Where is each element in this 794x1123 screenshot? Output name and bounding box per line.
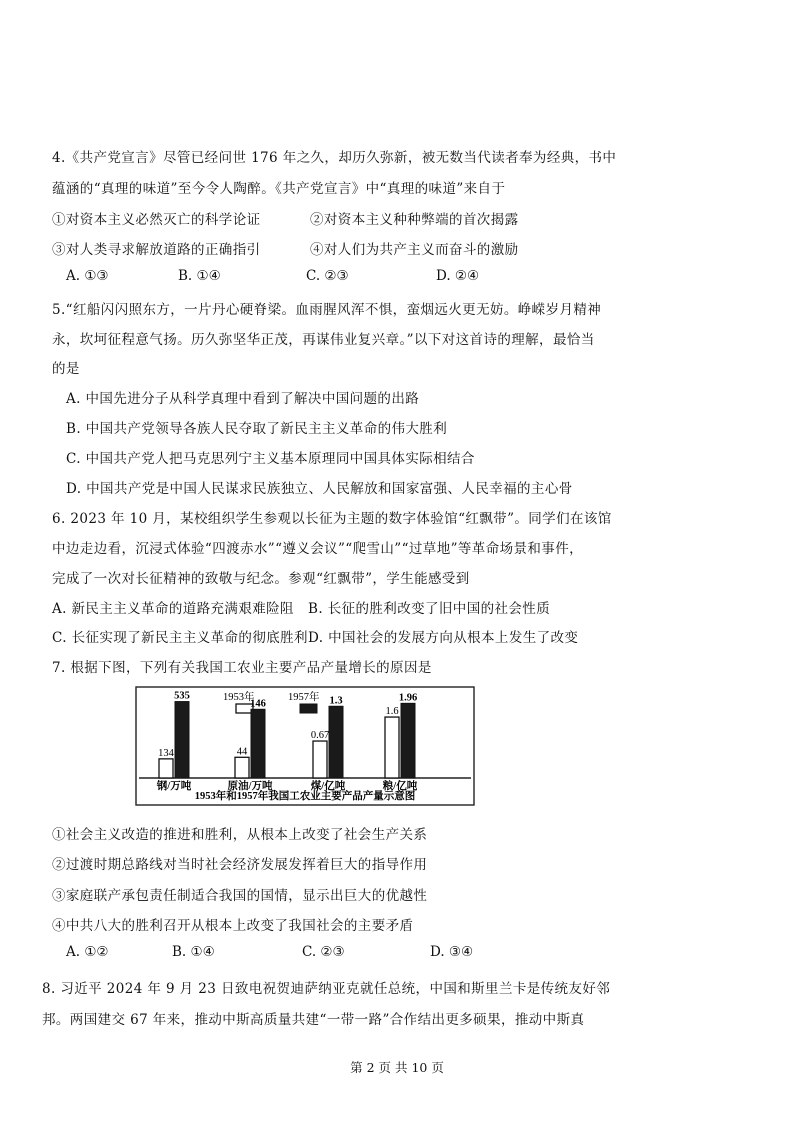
q7-option-c: C. ②③ bbox=[302, 944, 345, 960]
q4-stem-line2: 蕴涵的“真理的味道”至今令人陶醉。《共产党宣言》中“真理的味道”来自于 bbox=[52, 181, 506, 197]
q4-item-2: ②对资本主义种种弊端的首次揭露 bbox=[310, 212, 519, 228]
category-label-1: 原油/万吨 bbox=[227, 781, 273, 792]
q7-item-2: ②过渡时期总路线对当时社会经济发展发挥着巨大的指导作用 bbox=[52, 857, 428, 873]
q6-option-a: A. 新民主主义革命的道路充满艰难险阻 bbox=[52, 601, 294, 617]
legend-label-1953: 1953年 bbox=[223, 692, 255, 703]
q5-option-b: B. 中国共产党领导各族人民夺取了新民主主义革命的伟大胜利 bbox=[66, 421, 448, 437]
bar-label-1953年-1: 44 bbox=[236, 746, 248, 758]
bar-1953年-1 bbox=[235, 757, 249, 778]
category-label-0: 钢/万吨 bbox=[156, 781, 192, 792]
category-label-2: 煤/亿吨 bbox=[310, 781, 346, 792]
legend-label-1957: 1957年 bbox=[288, 692, 320, 703]
page-footer: 第 2 页 共 10 页 bbox=[350, 1060, 444, 1075]
bar-1953年-3 bbox=[385, 717, 399, 778]
q7-option-b: B. ①④ bbox=[172, 944, 215, 960]
q6-stem-line2: 中边走边看，沉浸式体验“四渡赤水”“遵义会议”“爬雪山”“过草地”等革命场景和事件， bbox=[52, 541, 584, 557]
q6-stem-line1: 6. 2023 年 10 月，某校组织学生参观以长征为主题的数字体验馆“红飘带”。同学们在该馆 bbox=[52, 511, 612, 527]
bar-1957年-2 bbox=[329, 706, 343, 778]
legend-swatch-1957 bbox=[300, 704, 317, 713]
bar-label-1953年-3: 1.6 bbox=[385, 706, 399, 718]
q4-item-3: ③对人类寻求解放道路的正确指引 bbox=[52, 242, 261, 258]
bar-label-1957年-0: 535 bbox=[174, 690, 190, 702]
q4-option-b: B. ①④ bbox=[178, 268, 221, 284]
q6-option-d: D. 中国社会的发展方向从根本上发生了改变 bbox=[308, 630, 579, 646]
q4-item-4: ④对人们为共产主义而奋斗的激励 bbox=[310, 242, 519, 258]
q5-stem-line3: 的是 bbox=[52, 361, 80, 377]
bar-label-1957年-1: 146 bbox=[250, 698, 266, 710]
bar-1957年-1 bbox=[251, 709, 265, 778]
q6-option-c: C. 长征实现了新民主主义革命的彻底胜利 bbox=[52, 630, 308, 646]
bar-label-1953年-2: 0.67 bbox=[310, 730, 330, 742]
q6-stem-line3: 完成了一次对长征精神的致敬与纪念。参观“红飘带”，学生能感受到 bbox=[52, 571, 470, 587]
q7-item-1: ①社会主义改造的推进和胜利，从根本上改变了社会生产关系 bbox=[52, 827, 428, 843]
q8-stem-line1: 8. 习近平 2024 年 9 月 23 日致电祝贺迪萨纳亚克就任总统，中国和斯里兰卡是传统友好邻 bbox=[42, 981, 611, 997]
bar-1957年-3 bbox=[401, 703, 415, 778]
q4-item-1: ①对资本主义必然灭亡的科学论证 bbox=[52, 212, 261, 228]
q4-stem-line1: 4.《共产党宣言》尽管已经问世 176 年之久，却历久弥新，被无数当代读者奉为经典，书中 bbox=[52, 150, 617, 166]
bar-label-1957年-3: 1.96 bbox=[398, 692, 418, 704]
q5-option-a: A. 中国先进分子从科学真理中看到了解决中国问题的出路 bbox=[66, 391, 420, 407]
q5-stem-line1: 5.“红船闪闪照东方，一片丹心硬脊梁。血雨腥风浑不惧，蛮烟远火更无妨。峥嵘岁月精神 bbox=[52, 302, 602, 318]
chart-title: 1953年和1957年我国工农业主要产品产量示意图 bbox=[194, 791, 416, 802]
q4-option-a: A. ①③ bbox=[66, 268, 109, 284]
bar-label-1957年-2: 1.3 bbox=[329, 695, 343, 707]
q5-option-d: D. 中国共产党是中国人民谋求民族独立、人民解放和国家富强、人民幸福的主心骨 bbox=[66, 481, 573, 497]
q7-item-4: ④中共八大的胜利召开从根本上改变了我国社会的主要矛盾 bbox=[52, 918, 414, 934]
bar-label-1953年-0: 134 bbox=[158, 747, 174, 759]
category-label-3: 粮/亿吨 bbox=[382, 781, 418, 792]
q7-option-d: D. ③④ bbox=[430, 944, 474, 960]
production-bar-chart bbox=[135, 686, 475, 806]
q6-option-b: B. 长征的胜利改变了旧中国的社会性质 bbox=[308, 601, 551, 617]
q8-stem-line2: 邦。两国建交 67 年来，推动中斯高质量共建“一带一路”合作结出更多硕果，推动中斯真 bbox=[42, 1012, 585, 1028]
q5-stem-line2: 永，坎坷征程意气扬。历久弥坚华正茂，再谋伟业复兴章。”以下对这首诗的理解，最恰当 bbox=[52, 332, 595, 348]
bar-1953年-0 bbox=[159, 759, 173, 778]
q7-stem: 7. 根据下图，下列有关我国工农业主要产品产量增长的原因是 bbox=[52, 660, 432, 676]
q4-option-c: C. ②③ bbox=[306, 268, 349, 284]
q5-option-c: C. 中国共产党人把马克思列宁主义基本原理同中国具体实际相结合 bbox=[66, 451, 475, 467]
bar-1953年-2 bbox=[313, 741, 327, 778]
q7-option-a: A. ①② bbox=[66, 944, 109, 960]
q7-item-3: ③家庭联产承包责任制适合我国的国情，显示出巨大的优越性 bbox=[52, 888, 428, 904]
bar-1957年-0 bbox=[175, 702, 189, 778]
q4-option-d: D. ②④ bbox=[436, 268, 480, 284]
